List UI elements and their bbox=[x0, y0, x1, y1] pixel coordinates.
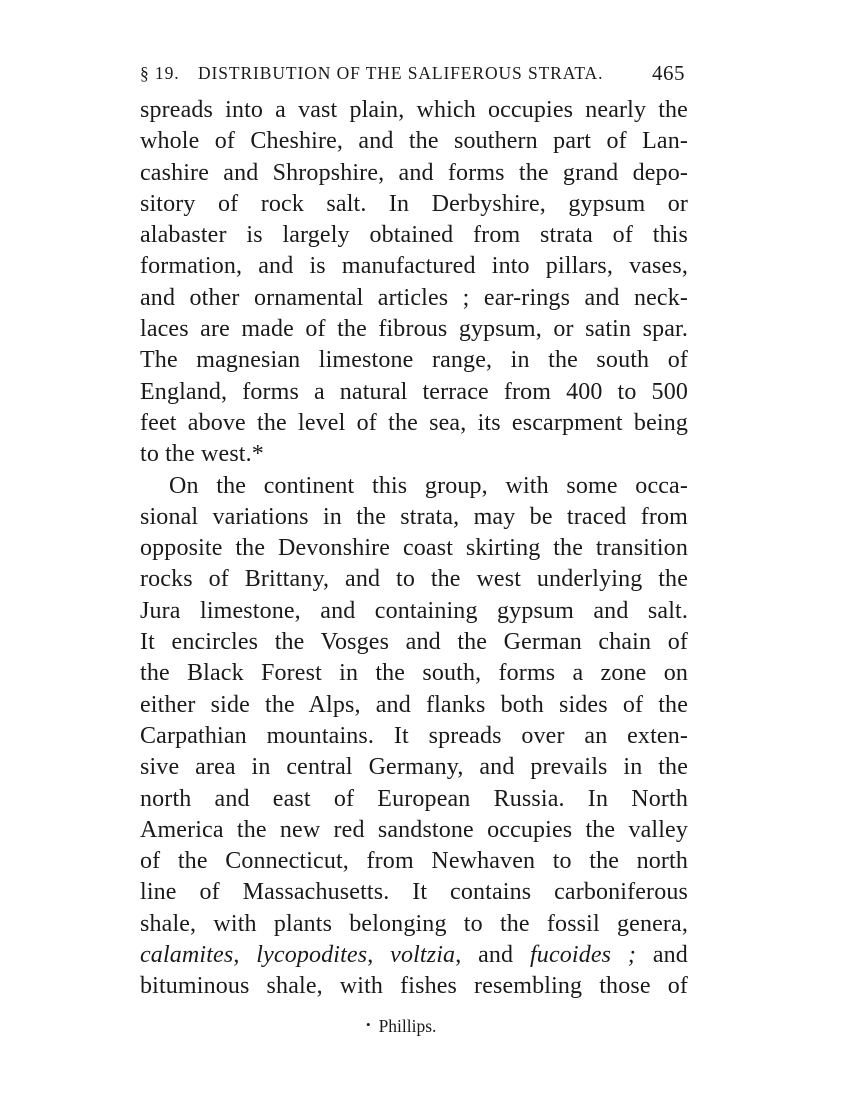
text-line: rocks of Brittany, and to the west underlying the bbox=[140, 566, 688, 593]
text-line: and other ornamental articles ; ear-rings and neck- bbox=[140, 284, 688, 311]
text-line: cashire and Shropshire, and forms the grand depo- bbox=[140, 159, 688, 186]
text-line: alabaster is largely obtained from strata of this bbox=[140, 222, 688, 249]
text-line: whole of Cheshire, and the southern part of Lan- bbox=[140, 128, 688, 155]
separator: , and bbox=[455, 942, 530, 969]
text-line: sive area in central Germany, and prevails in the bbox=[140, 754, 688, 781]
page-number: 465 bbox=[652, 61, 685, 85]
text-line: laces are made of the fibrous gypsum, or satin spar. bbox=[140, 316, 688, 343]
text-line: Jura limestone, and containing gypsum and salt. bbox=[140, 597, 688, 624]
genera-line bbox=[140, 940, 688, 971]
footnote-marker: • bbox=[366, 1017, 371, 1032]
text-line: spreads into a vast plain, which occupies nearly the bbox=[140, 97, 688, 123]
separator: , bbox=[367, 942, 391, 969]
body-text bbox=[140, 95, 688, 1003]
separator: and bbox=[636, 942, 688, 969]
text-line: either side the Alps, and flanks both sides of the bbox=[140, 691, 688, 718]
text-line: north and east of European Russia. In North bbox=[140, 785, 688, 812]
text-line: of the Connecticut, from Newhaven to the north bbox=[140, 848, 688, 875]
text-line: feet above the level of the sea, its escarpment being bbox=[140, 409, 688, 436]
section-number: § 19. bbox=[140, 63, 180, 83]
genus-name: lycopodites bbox=[256, 942, 368, 969]
running-header bbox=[140, 56, 685, 90]
text-line: sitory of rock salt. In Derbyshire, gypsum or bbox=[140, 190, 688, 217]
text-line: It encircles the Vosges and the German chain of bbox=[140, 629, 688, 656]
paragraph-end-line: to the west.* bbox=[140, 441, 264, 468]
footnote bbox=[366, 1011, 436, 1043]
footnote-text: Phillips. bbox=[378, 1016, 437, 1036]
chapter-title: DISTRIBUTION OF THE SALIFEROUS STRATA. bbox=[198, 63, 604, 83]
text-line: the Black Forest in the south, forms a zone on bbox=[140, 660, 688, 687]
text-line: shale, with plants belonging to the fossil genera, bbox=[140, 910, 688, 937]
text-line: formation, and is manufactured into pillars, vases, bbox=[140, 253, 688, 280]
text-line: Carpathian mountains. It spreads over an exten- bbox=[140, 722, 688, 749]
text-line: line of Massachusetts. It contains carboniferous bbox=[140, 879, 688, 906]
text-line: sional variations in the strata, may be traced from bbox=[140, 503, 688, 530]
genus-name: calamites bbox=[140, 942, 234, 969]
text-line: opposite the Devonshire coast skirting the transition bbox=[140, 535, 688, 562]
separator: , bbox=[233, 942, 257, 969]
text-line: bituminous shale, with fishes resembling those of bbox=[140, 973, 688, 1000]
text-line: The magnesian limestone range, in the south of bbox=[140, 347, 688, 374]
paragraph-start-line: On the continent this group, with some occa- bbox=[169, 472, 688, 499]
text-line: England, forms a natural terrace from 400 to 500 bbox=[140, 378, 688, 405]
genus-name: fucoides ; bbox=[529, 942, 637, 969]
genus-name: voltzia bbox=[390, 942, 456, 969]
text-line: America the new red sandstone occupies the valley bbox=[140, 816, 688, 843]
